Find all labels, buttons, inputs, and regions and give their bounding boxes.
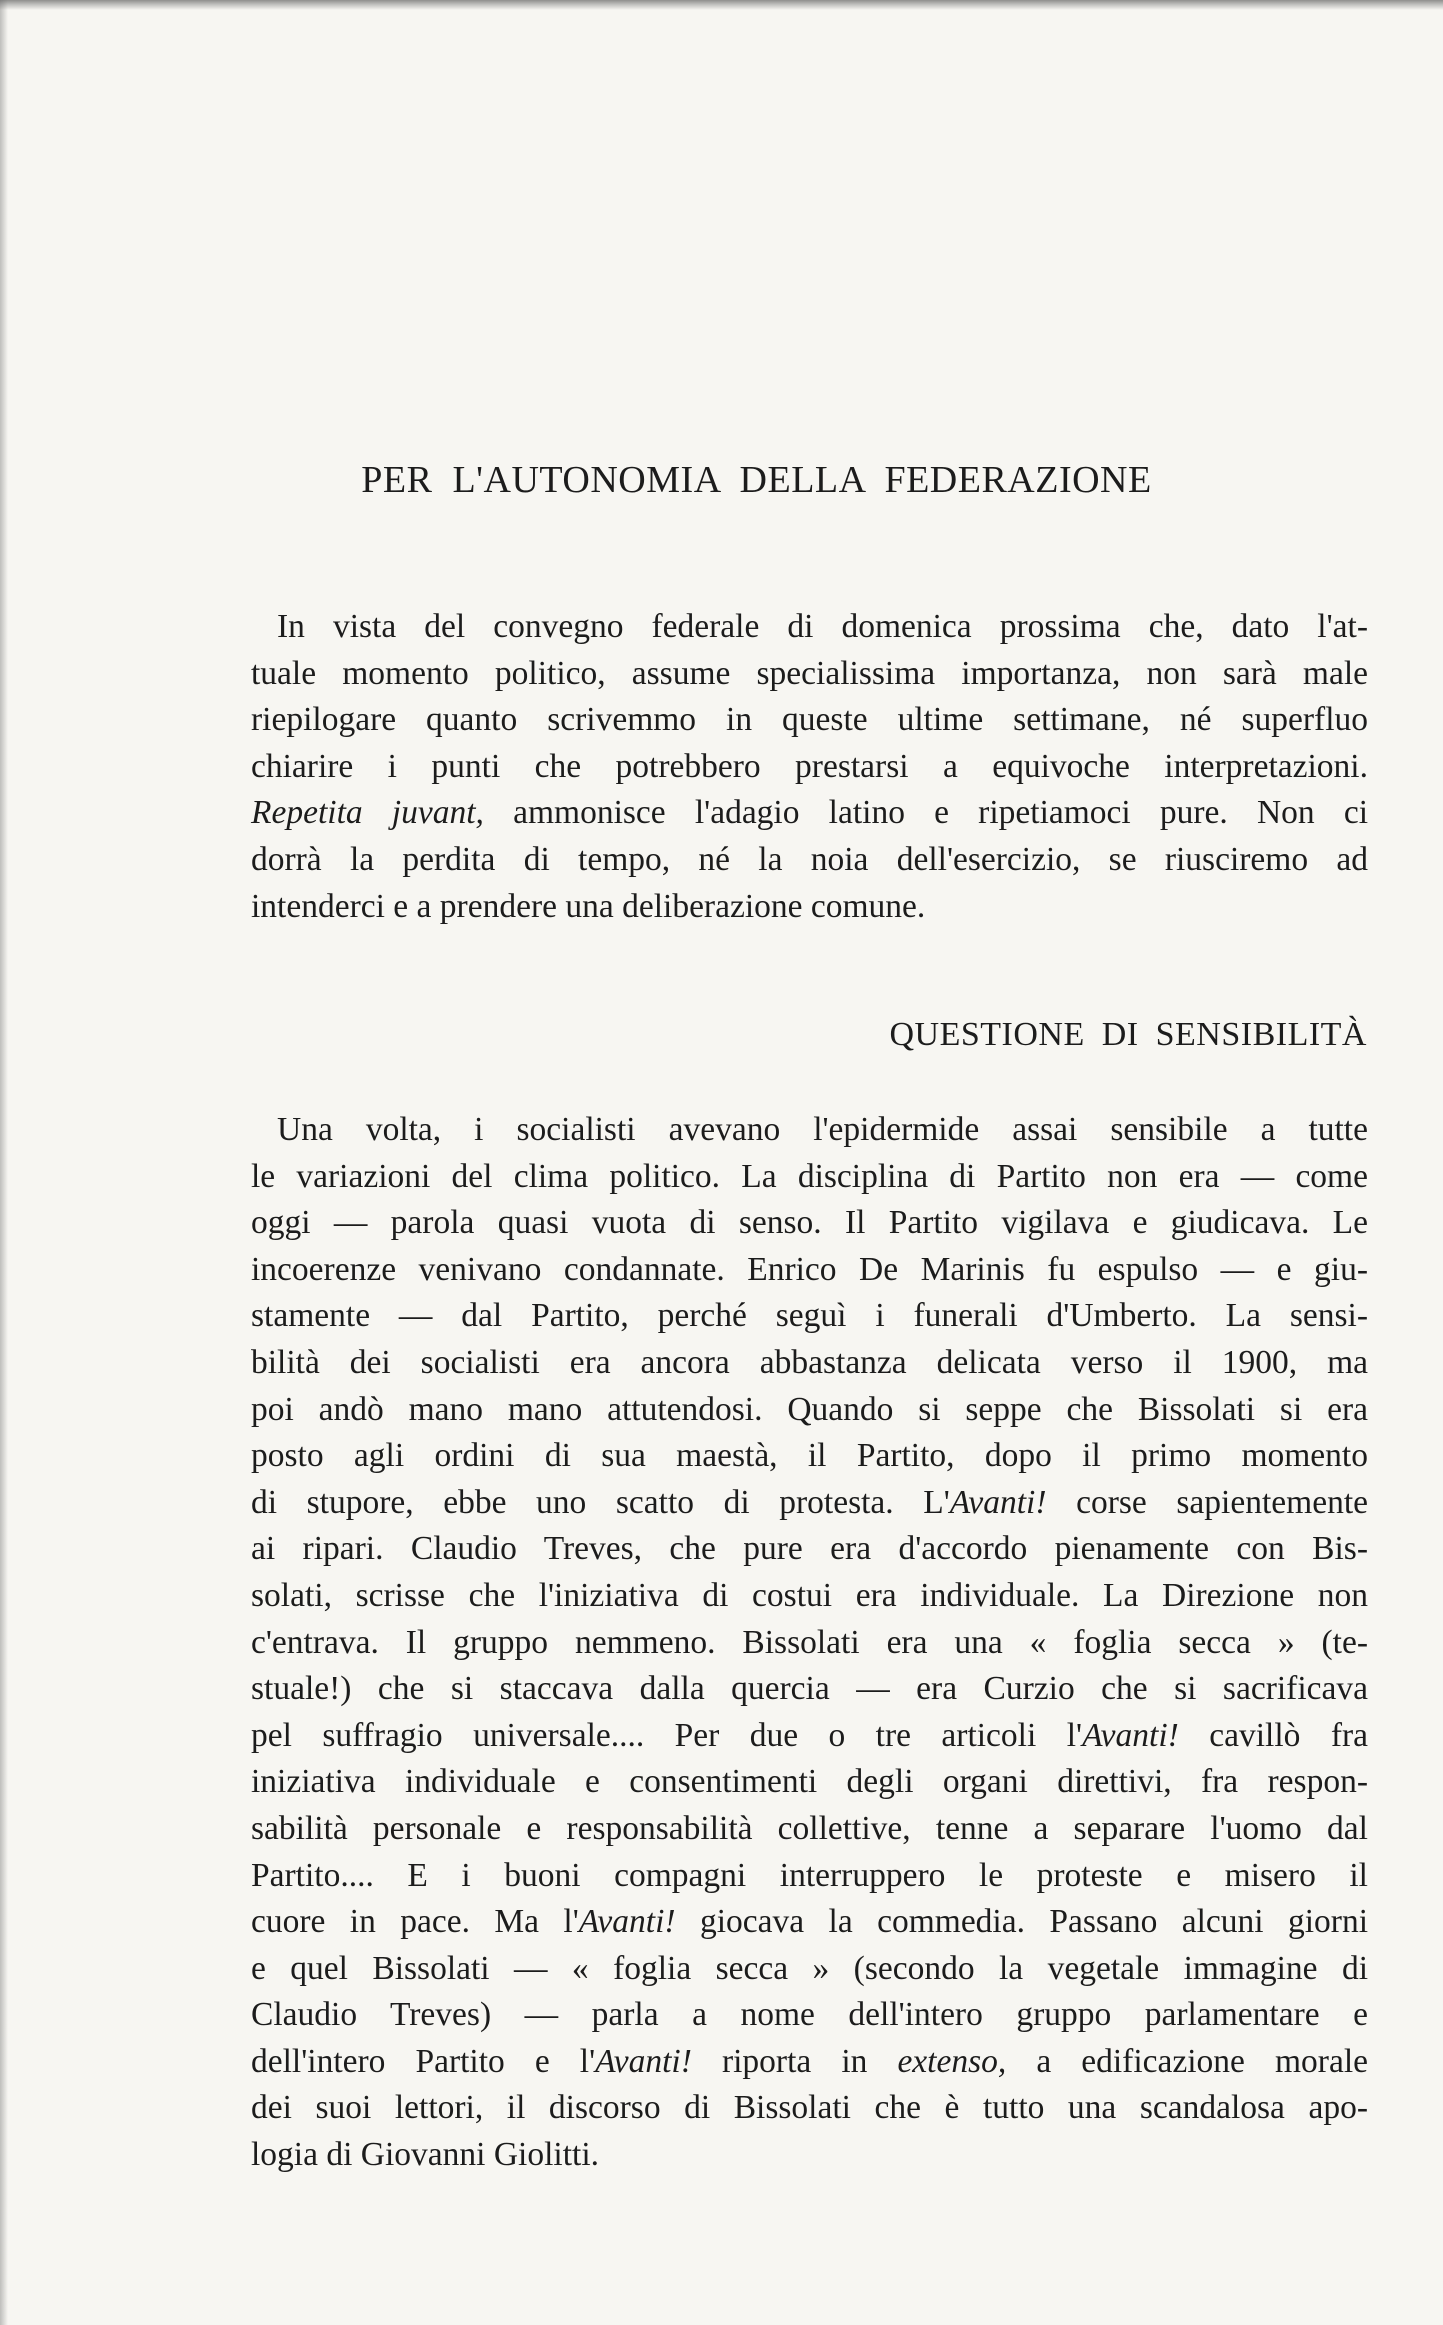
paragraph-line: stamente — dal Partito, perché seguì i funerali d'Umberto. La sensi- — [251, 1297, 1368, 1335]
paragraph-line: c'entrava. Il gruppo nemmeno. Bissolati era una « foglia secca » (te- — [251, 1623, 1368, 1661]
paragraph-line: In vista del convegno federale di domenica prossima che, dato l'at- — [277, 608, 1368, 645]
line-text: cuore in pace. Ma l' — [251, 1903, 579, 1941]
scan-top-edge — [0, 0, 1443, 10]
latin-phrase: extenso, — [897, 2042, 1007, 2080]
paragraph-line: Una volta, i socialisti avevano l'epidermide assai sensibile a tutte — [277, 1111, 1368, 1148]
paragraph-line: solati, scrisse che l'iniziativa di costui era individuale. La Direzione non — [251, 1576, 1368, 1614]
line-text: di stupore, ebbe uno scatto di protesta. L' — [251, 1483, 950, 1521]
document-title: PER L'AUTONOMIA DELLA FEDERAZIONE — [361, 459, 1152, 501]
paragraph-line: incoerenze venivano condannate. Enrico De Marinis fu espulso — e giu- — [251, 1250, 1368, 1288]
paragraph-line: e quel Bissolati — « foglia secca » (secondo la vegetale immagine di — [251, 1949, 1368, 1987]
line-text: a edificazione morale — [1006, 2042, 1368, 2080]
paragraph-line: Partito.... E i buoni compagni interruppero le proteste e misero il — [251, 1856, 1368, 1894]
paragraph-line: ai ripari. Claudio Treves, che pure era d'accordo pienamente con Bis- — [251, 1530, 1368, 1568]
paragraph-line — [251, 1480, 1368, 1527]
paragraph-line: oggi — parola quasi vuota di senso. Il Partito vigilava e giudicava. Le — [251, 1204, 1368, 1242]
paragraph-line — [251, 2039, 1368, 2086]
paragraph-line — [251, 1713, 1368, 1760]
paragraph-line: dorrà la perdita di tempo, né la noia dell'esercizio, se riusciremo ad — [251, 840, 1368, 878]
line-text: ammonisce l'adagio latino e ripetiamoci pure. Non ci — [513, 794, 1369, 832]
paragraph-line — [251, 790, 1368, 837]
paragraph-line: riepilogare quanto scrivemmo in queste ultime settimane, né superfluo — [251, 701, 1368, 739]
section-heading: QUESTIONE DI SENSIBILITÀ — [889, 1016, 1367, 1053]
line-text: dell'intero Partito e l' — [251, 2042, 596, 2080]
paragraph-line: dei suoi lettori, il discorso di Bissolati che è tutto una scandalosa apo- — [251, 2089, 1368, 2127]
line-text: riporta in — [691, 2042, 898, 2080]
paragraph-line: le variazioni del clima politico. La disciplina di Partito non era — come — [251, 1157, 1368, 1195]
newspaper-title: Avanti! — [578, 1903, 676, 1941]
paragraph-line: chiarire i punti che potrebbero prestarsi a equivoche interpretazioni. — [251, 747, 1368, 785]
italic-phrase: Repetita juvant, — [251, 794, 484, 832]
paragraph-line: posto agli ordini di sua maestà, il Partito, dopo il primo momento — [251, 1437, 1368, 1475]
paragraph-line: stuale!) che si staccava dalla quercia — era Curzio che si sacrificava — [251, 1670, 1368, 1708]
newspaper-title: Avanti! — [595, 2042, 692, 2080]
paragraph-line — [251, 1899, 1368, 1946]
line-text: pel suffragio universale.... Per due o tre articoli l' — [251, 1716, 1083, 1754]
scan-left-edge — [0, 0, 8, 2325]
paragraph-line: bilità dei socialisti era ancora abbastanza delicata verso il 1900, ma — [251, 1343, 1368, 1381]
newspaper-title: Avanti! — [949, 1483, 1047, 1521]
intro-paragraph — [251, 604, 1368, 930]
paragraph-line: iniziativa individuale e consentimenti degli organi direttivi, fra respon- — [251, 1763, 1368, 1801]
paragraph-line: logia di Giovanni Giolitti. — [251, 2136, 600, 2174]
paragraph-line: intenderci e a prendere una deliberazione comune. — [251, 887, 926, 925]
paragraph-line: poi andò mano mano attutendosi. Quando si seppe che Bissolati si era — [251, 1390, 1368, 1428]
paragraph-line: tuale momento politico, assume specialissima importanza, non sarà male — [251, 654, 1368, 692]
paragraph-line: sabilità personale e responsabilità collettive, tenne a separare l'uomo dal — [251, 1809, 1368, 1847]
line-text: cavillò fra — [1178, 1716, 1368, 1754]
line-text: giocava la commedia. Passano alcuni giorni — [675, 1903, 1368, 1941]
paragraph-line: Claudio Treves) — parla a nome dell'intero gruppo parlamentare e — [251, 1996, 1368, 2034]
newspaper-title: Avanti! — [1082, 1716, 1179, 1754]
line-text: corse sapientemente — [1046, 1483, 1368, 1521]
section-paragraph — [251, 1107, 1368, 2179]
